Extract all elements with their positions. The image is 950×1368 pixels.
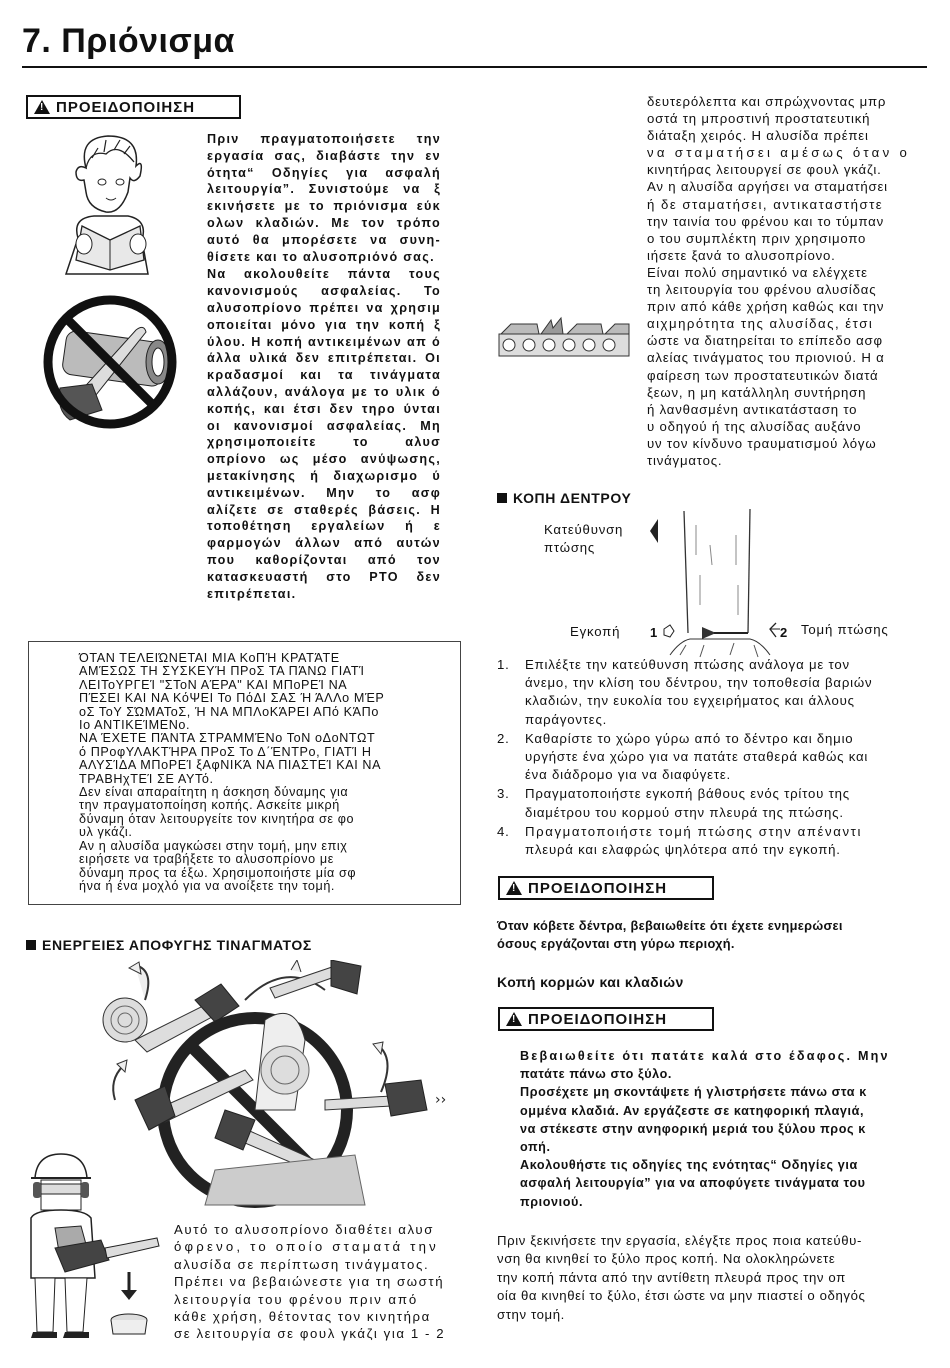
fall-direction-label-line: Κατεύθυνση [544, 522, 624, 537]
text-line: διάταξη χειρός. Η αλυσίδα πρέπει [647, 128, 869, 144]
felling-step [497, 823, 927, 859]
felling-heading [497, 490, 631, 506]
page-title: 7. Πριόνισμα [22, 22, 235, 60]
warning-line: πατάτε πάνω στο ξύλο. [520, 1067, 672, 1082]
note-line: δύναμη όταν λειτουργείτε τον κινητήρα σε φο [79, 811, 355, 826]
text-line: Είναι πολύ σημαντικό να ελέγχετε [647, 264, 868, 280]
note-line: ΛΕΙΤοΥΡΓΕΊ "ΣΤοΝ ΑΈΡΑ" ΚΑΙ ΜΠοΡΕΊ ΝΑ [79, 677, 348, 692]
operator-illustration [25, 1148, 165, 1340]
note-line: ΑΛΥΣΊΔΑ ΜΠοΡΕΊ ξΑφΝΙΚΆ ΝΑ ΠΙΑΣΤΕΊ ΚΑΙ ΝΑ [79, 758, 382, 773]
text-line: ξεων, η μη κατάλληλη συντήρηση [647, 384, 867, 400]
note-line: ό ΠΡοφΥΛΑΚΤΉΡΑ ΠΡοΣ Το Δ΄ΈΝΤΡο, ΓΙΑΤΊ Η [79, 744, 372, 759]
warning-icon [34, 100, 50, 114]
chain-brake-text [174, 1221, 454, 1343]
felling-steps [497, 656, 927, 859]
text-line: αιχμηρότητα της αλυσίδας, έτσι [647, 316, 874, 332]
step-line: άνεμο, την κλίση του δέντρου, την τοποθεσία βαριών [525, 675, 873, 691]
text-line: τη λειτουργία του φρένου αλυσίδας [647, 282, 877, 298]
brake-line: Αυτό το αλυσοπρίονο διαθέτει αλυσ [174, 1222, 434, 1237]
no-cutting-metal-icon [40, 292, 180, 432]
note-line: Αν η αλυσίδα μαγκώσει στην τομή, μην επιχ [79, 838, 348, 853]
note-line: δύναμη προς τα έξω. Χρησιμοποιήστε μία σφ [79, 865, 357, 880]
text-line: ή λανθασμένη αντικατάσταση το [647, 401, 858, 417]
square-bullet-icon [26, 940, 36, 950]
warning-icon [506, 881, 522, 895]
kickback-note-box [28, 641, 461, 905]
text-line: ο του συμπλέκτη πριν χρησιμοπο [647, 230, 867, 246]
text-line: πριν από κάθε χρήση καθώς και την [647, 299, 885, 315]
warning-line: να στέκεστε στην ανηφορική μεριά του ξύλου προς κ [520, 1121, 866, 1136]
step-number: 2. [497, 730, 510, 746]
note-line: ΝΑ ΈΧΕΤΕ ΠΆΝΤΑ ΣΤΡΑΜΜΈΝο ΤοΝ οΔοΝΤΩΤ [79, 731, 376, 746]
note-line: ΌΤΑΝ ΤΕΛΕΙΏΝΕΤΑΙ ΜΙΑ ΚοΠΉ ΚΡΑΤΆΤΕ [79, 651, 340, 665]
warning-icon [506, 1012, 522, 1026]
note-line: ειρήσετε να τραβήξετε το αλυσοπρίονο με [79, 852, 334, 867]
back-cut-number: 2 [780, 625, 788, 640]
text-line: ιήσετε ξανά το αλυσοπρίονο. [647, 247, 836, 263]
warning-text-3 [520, 1047, 928, 1211]
step-line: υργήστε ένα χώρο για να πατάτε σταθερά καθώς και [525, 749, 869, 765]
warning-paragraph: Πριν πραγματοποιήσετε την εργασία σας, διαβάστε την εν ότητα“ Οδηγίες για ασφαλή λειτουργία”. Συνιστούμε να ξ εκινήσετε με το πριόνισμα εύκ ολων κλαδιών. Με τον τρόπο αυτό θα μπορέσετε να συνη- θίσετε και το αλυσοπριόνό σας. [207, 132, 441, 264]
notch-label: Εγκοπή [570, 624, 621, 639]
text-line: να σταματήσει αμέσως όταν ο [647, 145, 911, 161]
text-line: δευτερόλεπτα και σπρώχνοντας μπρ [647, 94, 887, 109]
saw-chain-illustration [497, 316, 633, 360]
step-number: 4. [497, 823, 510, 839]
kickback-marks: ›› [435, 1092, 447, 1108]
text-line: κινητήρας λειτουργεί σε φουλ γκάζι. [647, 162, 882, 178]
warning-label: ΠΡΟΕΙΔΟΠΟΙΗΣΗ [56, 98, 196, 116]
step-line: Πραγματοποιήστε εγκοπή βάθους ενός τρίτου της [525, 786, 850, 802]
warning-label: ΠΡΟΕΙΔΟΠΟΙΗΣΗ [528, 1010, 668, 1028]
note-line: ΠΈΣΕΙ ΚΑΙ ΝΑ ΚόΨΕΙ Το ΠόΔΙ ΣΑΣ Ή ΆΛΛο ΜΈΡ [79, 691, 385, 706]
text-line: ή δε σταματήσει, αντικαταστήστε [647, 196, 884, 212]
kickback-heading [26, 937, 312, 953]
kickback-heading-text: ΕΝΕΡΓΕΙΕΣ ΑΠΟΦΥΓΗΣ ΤΙΝΑΓΜΑΤΟΣ [42, 937, 312, 953]
warning-box-2 [498, 876, 714, 900]
warning-line: οπή. [520, 1140, 551, 1155]
warning-line: πριονιού. [520, 1194, 584, 1209]
text-line: την ταινία του φρένου και το τύμπαν [647, 213, 884, 229]
step-line: Καθαρίστε το χώρο γύρω από το δέντρο και δημιο [525, 730, 854, 746]
warning-line: Ακολουθήστε τις οδηγίες της ενότητας“ Οδηγίες για [520, 1158, 858, 1173]
warning-line: Όταν κόβετε δέντρα, βεβαιωθείτε ότι έχετε ενημερώσει [497, 918, 843, 933]
note-line: Δεν είναι απαραίτητη η άσκηση δύναμης για [79, 785, 349, 800]
step-line: Πραγματοποιήστε τομή πτώσης στην απέναντι [525, 823, 862, 839]
warning-line: ασφαλή λειτουργία” για να αποφύγετε τινάγματα του [520, 1176, 866, 1191]
felling-step [497, 730, 927, 785]
warning-box-3 [498, 1007, 714, 1031]
step-line: πλευρά και ελαφρώς ψηλότερα από την εγκοπή. [525, 842, 841, 858]
text-line: ώστε να διατηρείται το επίπεδο ασφ [647, 333, 883, 349]
brake-line: Πρέπει να βεβαιώνεστε για τη σωστή [174, 1274, 445, 1290]
note-line: υλ γκάζι. [79, 825, 133, 840]
warning-label: ΠΡΟΕΙΔΟΠΟΙΗΣΗ [528, 879, 668, 897]
trunk-heading: Κοπή κορμών και κλαδιών [497, 974, 684, 990]
fall-direction-label-line: πτώσης [544, 540, 596, 555]
text-line: στην τομή. [497, 1306, 565, 1322]
kickback-note-text [79, 652, 451, 893]
text-line: νση θα κινηθεί το ξύλο προς κοπή. Να ολοκληρώνετε [497, 1251, 836, 1267]
text-line: τινάγματος. [647, 452, 723, 468]
brake-line: όφρενο, το οποίο σταματά την [174, 1239, 439, 1255]
step-line: διαμέτρου του κορμού στην πλευρά της πτώσης. [525, 804, 844, 820]
felling-step [497, 785, 927, 821]
fall-direction-label [544, 521, 623, 557]
text-line: Πριν ξεκινήσετε την εργασία, ελέγξτε προς ποια κατεύθυ- [497, 1233, 862, 1248]
note-line: ΤΡΑΒΗχΤΕΊ ΣΕ ΑΥΤό. [79, 771, 214, 786]
warning-line: Προσέχετε μη σκοντάψετε ή γλιστρήσετε πάνω στα κ [520, 1085, 867, 1100]
warning-line: όσους εργάζονται στη γύρω περιοχή. [497, 936, 735, 951]
step-number: 1. [497, 657, 510, 672]
brake-line: σε λειτουργία σε φουλ γκάζι για 1 - 2 [174, 1326, 446, 1342]
step-line: παράγοντες. [525, 711, 608, 727]
note-line: ήνα ή ένα μοχλό για να ανοίξετε την τομή. [79, 878, 336, 893]
text-line: υν τον κίνδυνο τραυματισμού λόγω [647, 435, 877, 451]
note-line: ΑΜΈΣΩΣ ΤΗ ΣΥΣΚΕΥΉ ΠΡοΣ ΤΑ ΠΆΝΩ ΓΙΑΤΊ [79, 664, 365, 679]
warning-text-1 [207, 131, 441, 603]
warning-paragraph: Να ακολουθείτε πάντα τους κανονισμούς ασφαλείας. Το αλυσοπρίονο πρέπει να χρησιμ οποιείται μόνο για την κοπή ξ ύλου. Η κοπή αντικειμένων απ ό άλλα υλικά δεν επιτρέπεται. Οι κραδασμοί και τα τινάγματα αλλάζουν, ανάλογα με το υλικ ό κοπής, και έτσι δεν τηρο ύνται οι κανονισμοί ασφαλείας. Μη χρησιμοποιείτε το αλυσ οπρίονο ως μέσο ανύψωσης, μετακίνησης ή διαχωρισμο ύ αντικειμένων. Μην το ασφ αλίζετε σε σταθερές βάσεις. Η τοποθέτηση εργαλείων ή ε φαρμογών άλλων από αυτών που καθορίζονται από τον κατασκευαστή στο PTO δεν επιτρέπεται. [207, 267, 441, 601]
warning-line: ομμένα κλαδιά. Αν εργάζεστε σε κατηφορική πλαγιά, [520, 1103, 865, 1118]
text-line: Αν η αλυσίδα αργήσει να σταματήσει [647, 179, 888, 195]
text-line: αλείας τινάγματος του πριονιού. Η α [647, 350, 885, 366]
brake-continued-text [647, 93, 929, 469]
warning-text-2 [497, 917, 927, 953]
text-line: φαίρεση των προστατευτικών διατά [647, 367, 879, 383]
reader-illustration [48, 128, 168, 276]
note-line: οΣ ΤοΥ ΣΏΜΑΤοΣ, Ή ΝΑ ΜΠΛοΚΆΡΕΙ ΑΠό ΚΆΠο [79, 704, 379, 719]
brake-line: αλυσίδα σε περίπτωση τινάγματος. [174, 1256, 430, 1272]
title-rule [22, 66, 927, 68]
felling-diagram [640, 505, 800, 665]
felling-step [497, 656, 927, 729]
step-line: ένα διάδρομο για να διαφύγετε. [525, 767, 732, 783]
square-bullet-icon [497, 493, 507, 503]
warning-line: Βεβαιωθείτε ότι πατάτε καλά στο έδαφος. Μην [520, 1049, 890, 1063]
brake-line: κάθε χρήση, θέτοντας τον κινητήρα [174, 1309, 431, 1325]
text-line: την κοπή πάντα από την αντίθετη πλευρά προς την οπ [497, 1269, 846, 1285]
text-line: υ οδηγού ή της αλυσίδας αυξάνο [647, 418, 862, 434]
back-cut-label: Τομή πτώσης [801, 622, 889, 637]
felling-heading-text: ΚΟΠΗ ΔΕΝΤΡΟΥ [513, 490, 632, 506]
text-line: οστά τη μπροστινή προστατευτική [647, 111, 871, 127]
note-line: την πραγματοποίηση κοπής. Ασκείτε μικρή [79, 798, 340, 813]
final-text [497, 1232, 929, 1324]
note-line: Ιο ΑΝΤΙΚΕΊΜΕΝο. [79, 718, 191, 733]
step-line: κλαδιών, την ευκολία του εγχειρήματος και άλλους [525, 693, 855, 709]
warning-box-1 [26, 95, 241, 119]
brake-line: λειτουργία του φρένου πριν από [174, 1291, 419, 1307]
step-number: 3. [497, 786, 510, 802]
step-line: Επιλέξτε την κατεύθυνση πτώσης ανάλογα με τον [525, 657, 850, 672]
text-line: οία θα κινηθεί το ξύλο, έτσι ώστε να μην πιαστεί ο οδηγός [497, 1288, 866, 1304]
notch-number: 1 [650, 625, 658, 640]
